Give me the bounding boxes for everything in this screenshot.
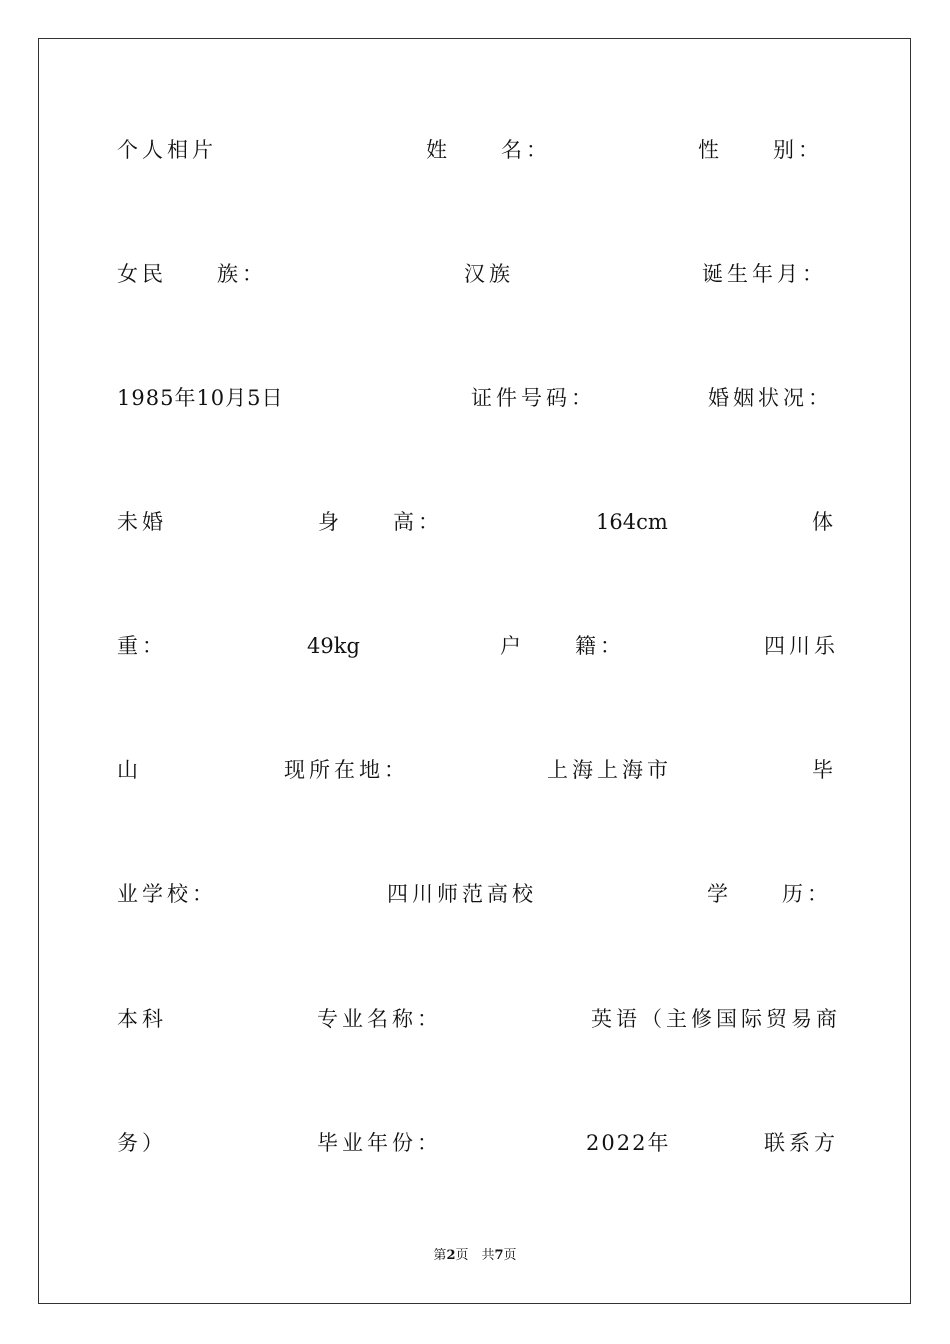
text-segment: 汉族	[464, 262, 514, 286]
text-segment: 女民 族：	[117, 262, 267, 286]
page-number-footer	[0, 1246, 950, 1266]
page-suffix: 页	[503, 1248, 517, 1263]
text-segment: 山	[117, 758, 142, 782]
text-line	[117, 259, 833, 289]
text-segment: 专业名称：	[317, 1007, 442, 1031]
text-segment: 个人相片	[117, 138, 217, 162]
text-segment: 诞生年月：	[702, 262, 827, 286]
text-line	[117, 755, 837, 785]
page-current: 2	[446, 1248, 456, 1263]
text-segment: 务）	[117, 1131, 167, 1155]
text-segment: 四川师范高校	[387, 882, 537, 906]
text-segment: 性 别：	[698, 138, 823, 162]
text-line	[117, 1128, 839, 1158]
text-segment: 业学校：	[117, 882, 217, 906]
text-segment: 1985年10月5日	[117, 386, 284, 410]
page-mid: 页 共	[455, 1248, 495, 1263]
text-segment: 婚姻状况：	[708, 386, 833, 410]
text-segment: 学 历：	[707, 882, 832, 906]
text-line	[117, 507, 837, 537]
text-segment: 现所在地：	[284, 758, 409, 782]
text-segment: 本科	[117, 1007, 167, 1031]
text-line	[117, 879, 833, 909]
text-line	[117, 1004, 841, 1034]
text-line	[117, 383, 833, 413]
text-segment: 四川乐	[764, 634, 839, 658]
page-prefix: 第	[433, 1248, 447, 1263]
text-segment: 英语（主修国际贸易商	[591, 1007, 841, 1031]
text-segment: 未婚	[117, 510, 167, 534]
text-segment: 164cm	[596, 510, 668, 534]
text-segment: 2022年	[586, 1131, 671, 1155]
text-segment: 毕业年份：	[317, 1131, 442, 1155]
text-segment: 身 高：	[318, 510, 443, 534]
text-line	[117, 631, 839, 661]
page-border	[38, 38, 911, 1304]
text-segment: 姓 名：	[426, 138, 551, 162]
text-segment: 户 籍：	[500, 634, 625, 658]
text-segment: 49kg	[307, 634, 360, 658]
text-segment: 毕	[812, 758, 837, 782]
text-segment: 联系方	[764, 1131, 839, 1155]
page-total: 7	[494, 1248, 504, 1263]
text-line	[117, 135, 833, 165]
text-segment: 重：	[117, 634, 167, 658]
text-segment: 体	[812, 510, 837, 534]
text-segment: 上海上海市	[547, 758, 672, 782]
text-segment: 证件号码：	[471, 386, 596, 410]
